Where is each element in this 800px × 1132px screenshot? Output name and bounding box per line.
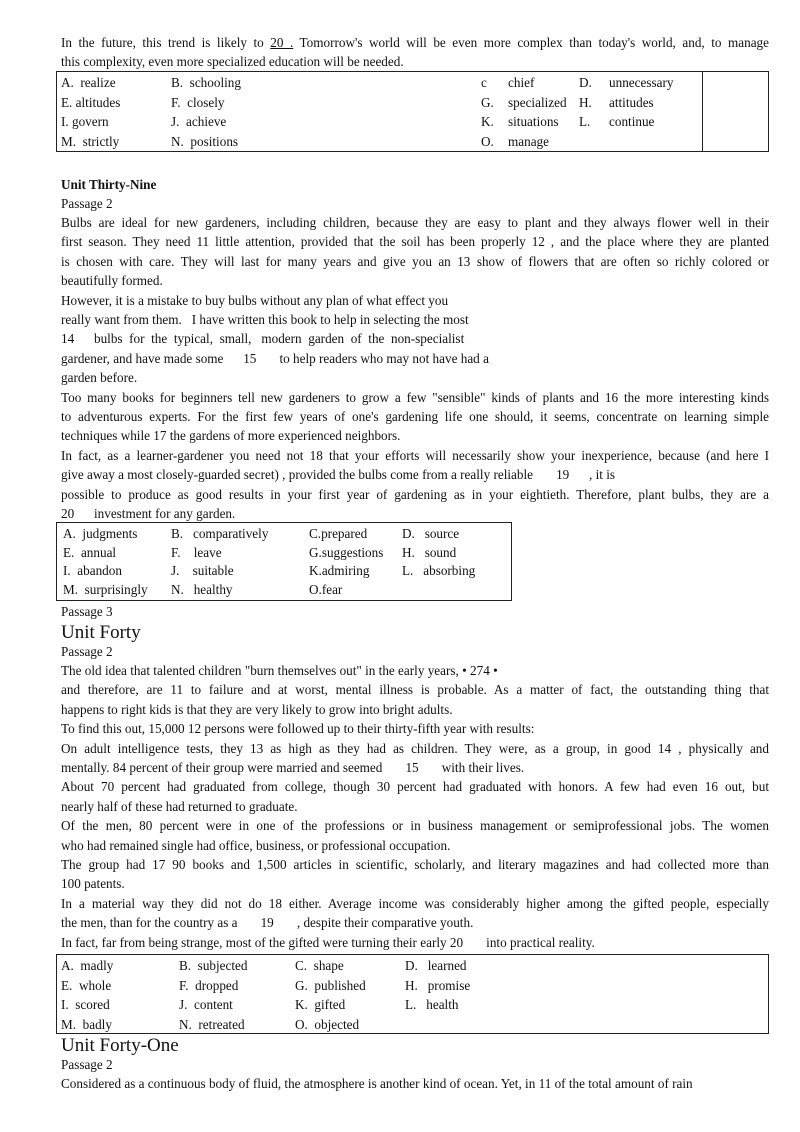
- text-line: nearly half of these had returned to graduate.: [61, 798, 298, 814]
- word-option: C.prepared: [309, 526, 368, 541]
- word-option: B. schooling: [171, 75, 241, 90]
- text-line: techniques while 17 the gardens of more experienced neighbors.: [61, 428, 401, 444]
- word-option: F. dropped: [179, 977, 239, 993]
- text-line: and therefore, are 11 to failure and at worst, mental illness is probable. As a matter of fact, the outstanding thing that: [61, 682, 769, 698]
- text-line: to adventurous experts. For the first few years of one's gardening life one should, it seems, concentrate on learning simple: [61, 409, 769, 424]
- word-option: B. comparatively: [171, 526, 269, 541]
- word-option: N. positions: [171, 133, 239, 149]
- word-option: B. subjected: [179, 958, 248, 973]
- word-option: C. shape: [295, 958, 344, 973]
- word-option: J. suitable: [171, 563, 234, 578]
- word-option: D. learned: [405, 958, 467, 973]
- text-line: The group had 17 90 books and 1,500 articles in scientific, scholarly, and literary magazines and had collected more than: [61, 857, 769, 872]
- word-option: situations: [508, 114, 559, 129]
- word-option: O.fear: [309, 581, 343, 597]
- text-line: who had remained single had office, business, or professional occupation.: [61, 837, 451, 853]
- text-line: 20 investment for any garden.: [61, 506, 236, 521]
- word-option: A. judgments: [63, 526, 138, 541]
- text-line: really want from them. I have written this book to help in selecting the most: [61, 312, 469, 327]
- word-option: E. altitudes: [61, 94, 121, 110]
- word-option: D. source: [402, 526, 460, 541]
- table-1-divider: [702, 71, 703, 152]
- word-option: I. govern: [61, 114, 109, 129]
- word-option: M. strictly: [61, 133, 120, 149]
- text-line: About 70 percent had graduated from college, though 30 percent had graduated with honors. A few had even 16 out, but: [61, 779, 769, 795]
- word-option: K. gifted: [295, 997, 346, 1012]
- unit-40-title: Unit Forty: [61, 622, 141, 643]
- text-line: the men, than for the country as a 19 , despite their comparative youth.: [61, 915, 474, 931]
- text-line: To find this out, 15,000 12 persons were followed up to their thirty-fifth year with results:: [61, 721, 535, 737]
- word-option: K.admiring: [309, 563, 370, 578]
- text-line: On adult intelligence tests, they 13 as high as they had as children. They were, as a group, in good 14 , physically and: [61, 740, 769, 756]
- unit-41-title: Unit Forty-One: [61, 1035, 179, 1056]
- word-option: continue: [609, 114, 655, 129]
- word-option: G. published: [295, 977, 366, 993]
- text-line: first season. They need 11 little attention, provided that the soil has been properly 12 , and the place where they are planted: [61, 234, 769, 250]
- word-option: J. content: [179, 997, 233, 1012]
- word-option: manage: [508, 133, 550, 149]
- word-option: G.suggestions: [309, 544, 384, 560]
- text-line: garden before.: [61, 370, 138, 386]
- word-option: O. objected: [295, 1016, 360, 1032]
- word-option: K.: [481, 114, 494, 129]
- text-line: In fact, far from being strange, most of the gifted were turning their early 20 into practical reality.: [61, 934, 595, 950]
- text-line: is chosen with care. They will last for many years and give you an 13 show of flowers that are often so richly colored or: [61, 253, 769, 269]
- text-line: mentally. 84 percent of their group were married and seemed 15 with their lives.: [61, 760, 525, 775]
- word-option: I. scored: [61, 997, 110, 1012]
- word-option: A. madly: [61, 958, 114, 973]
- word-option: c: [481, 75, 487, 90]
- word-option: O.: [481, 133, 494, 149]
- text-line: Of the men, 80 percent were in one of the professions or in business management or semiprofessional jobs. The women: [61, 818, 769, 834]
- word-option: attitudes: [609, 94, 654, 110]
- word-option: G.: [481, 94, 494, 110]
- word-option: E. annual: [63, 544, 117, 560]
- blank-20: 20 .: [270, 35, 294, 50]
- word-option: F. closely: [171, 94, 225, 110]
- top-line-2: this complexity, even more specialized education will be needed.: [61, 54, 404, 69]
- word-option: unnecessary: [609, 75, 674, 90]
- unit-39-passage: Passage 2: [61, 196, 113, 211]
- unit-41-line-1: Considered as a continuous body of fluid, the atmosphere is another kind of ocean. Yet, in 11 of the total amount of rain: [61, 1076, 693, 1091]
- word-option: F. leave: [171, 544, 222, 560]
- word-option: I. abandon: [63, 563, 122, 578]
- word-option: H. sound: [402, 544, 457, 560]
- text-line: beautifully formed.: [61, 273, 163, 289]
- word-option: E. whole: [61, 977, 112, 993]
- unit-41-passage: Passage 2: [61, 1057, 113, 1072]
- word-option: A. realize: [61, 75, 116, 90]
- word-option: M. badly: [61, 1016, 112, 1032]
- word-option: J. achieve: [171, 114, 227, 129]
- unit-39-title: Unit Thirty-Nine: [61, 177, 157, 192]
- top-line-1: In the future, this trend is likely to 20 . Tomorrow's world will be even more complex than today's world, and, to manage: [61, 35, 769, 50]
- word-option: M. surprisingly: [63, 581, 148, 597]
- word-option: specialized: [508, 94, 567, 110]
- text-line: The old idea that talented children "burn themselves out" in the early years, • 274 •: [61, 663, 498, 678]
- text-line: possible to produce as good results in your first year of gardening as in your eightieth. Therefore, plant bulbs, they are a: [61, 486, 769, 502]
- word-option: N. retreated: [179, 1016, 245, 1032]
- text-line: Too many books for beginners tell new gardeners to grow a few "sensible" kinds of plants and 16 the more interesting kinds: [61, 389, 769, 405]
- passage-3-label: Passage 3: [61, 604, 113, 619]
- text-line: 100 patents.: [61, 876, 125, 892]
- word-option: H.: [579, 94, 592, 110]
- word-option: H. promise: [405, 977, 471, 993]
- word-option: D.: [579, 75, 592, 90]
- word-option: N. healthy: [171, 581, 233, 597]
- word-option: chief: [508, 75, 535, 90]
- text-line: gardener, and have made some 15 to help readers who may not have had a: [61, 350, 489, 366]
- word-option: L. health: [405, 997, 459, 1012]
- text-line: However, it is a mistake to buy bulbs without any plan of what effect you: [61, 292, 449, 308]
- text-line: 14 bulbs for the typical, small, modern garden of the non-specialist: [61, 331, 465, 347]
- text-line: give away a most closely-guarded secret) , provided the bulbs come from a really reliable 19 , it is: [61, 467, 616, 483]
- text-line: In fact, as a learner-gardener you need not 18 that your efforts will necessarily show your inexperience, because (and here I: [61, 447, 769, 463]
- text-line: happens to right kids is that they are very likely to grow into bright adults.: [61, 701, 453, 717]
- word-option: L.: [579, 114, 591, 129]
- word-option: L. absorbing: [402, 563, 476, 578]
- unit-40-passage: Passage 2: [61, 644, 113, 659]
- text-line: Bulbs are ideal for new gardeners, including children, because they are easy to plant and they always flower well in their: [61, 215, 769, 230]
- text-line: In a material way they did not do 18 either. Average income was considerably higher among the gifted people, especially: [61, 895, 769, 911]
